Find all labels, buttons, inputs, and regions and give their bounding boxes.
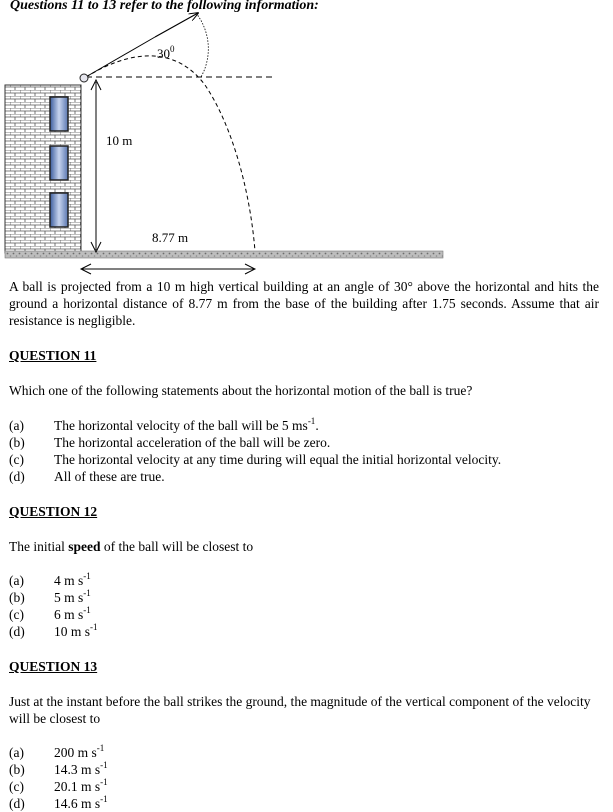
option-11a[interactable]: (a) The horizontal velocity of the ball will be 5 $ms^{-1}$. <box>9 415 319 433</box>
option-13d[interactable]: (d) 14.6 m $s^{-1}$ <box>9 793 108 811</box>
problem-statement: A ball is projected from a 10 m high vertical building at an angle of 30° above the horizontal and hits the ground a horizontal distance of 8.77 m from the base of the building after 1.75 seconds. Assume that air resistance is negligible. <box>9 279 599 328</box>
question-12-options <box>9 572 209 640</box>
ball <box>80 74 88 82</box>
option-13b[interactable]: (b) 14.3 m $s^{-1}$ <box>9 759 108 777</box>
angle-arc <box>196 13 208 77</box>
distance-label: 8.77 m <box>152 230 189 245</box>
height-label: 10 m <box>106 133 133 148</box>
option-12a[interactable]: (a) 4 m $s^{-1}$ <box>9 570 91 588</box>
question-13-stem: Just at the instant before the ball strikes the ground, the magnitude of the vertical component of the velocity will be closest to <box>9 694 591 726</box>
option-12d[interactable]: (d) 10 m $s^{-1}$ <box>9 621 98 639</box>
velocity-arrow <box>155 13 198 37</box>
option-13c[interactable]: (c) 20.1 m $s^{-1}$ <box>9 776 108 794</box>
question-11-options <box>9 417 604 485</box>
option-11b[interactable]: (b) The horizontal acceleration of the ball will be zero. <box>9 435 331 450</box>
option-13a[interactable]: (a) 200 m $s^{-1}$ <box>9 742 105 760</box>
question-11-heading: QUESTION 11 <box>9 348 97 363</box>
trajectory-path <box>86 56 255 251</box>
ground <box>5 251 443 258</box>
projectile-diagram <box>0 0 613 280</box>
window-middle <box>50 146 68 180</box>
window-top <box>50 97 68 131</box>
window-bottom <box>50 193 68 227</box>
question-11-stem: Which one of the following statements about the horizontal motion of the ball is true? <box>9 383 473 398</box>
option-11d[interactable]: (d) All of these are true. <box>9 469 165 484</box>
building <box>5 85 81 253</box>
question-12-stem: The initial speed of the ball will be closest to <box>9 539 254 554</box>
angle-label: $30^0$ <box>157 44 175 61</box>
question-13-options <box>9 744 209 812</box>
section-header: Questions 11 to 13 refer to the following information: <box>10 0 319 13</box>
option-12c[interactable]: (c) 6 m $s^{-1}$ <box>9 604 91 622</box>
question-13-heading: QUESTION 13 <box>9 659 98 674</box>
option-11c[interactable]: (c) The horizontal velocity at any time during will equal the initial horizontal velocity. <box>9 452 502 467</box>
question-12-heading: QUESTION 12 <box>9 504 98 519</box>
option-12b[interactable]: (b) 5 m $s^{-1}$ <box>9 587 91 605</box>
